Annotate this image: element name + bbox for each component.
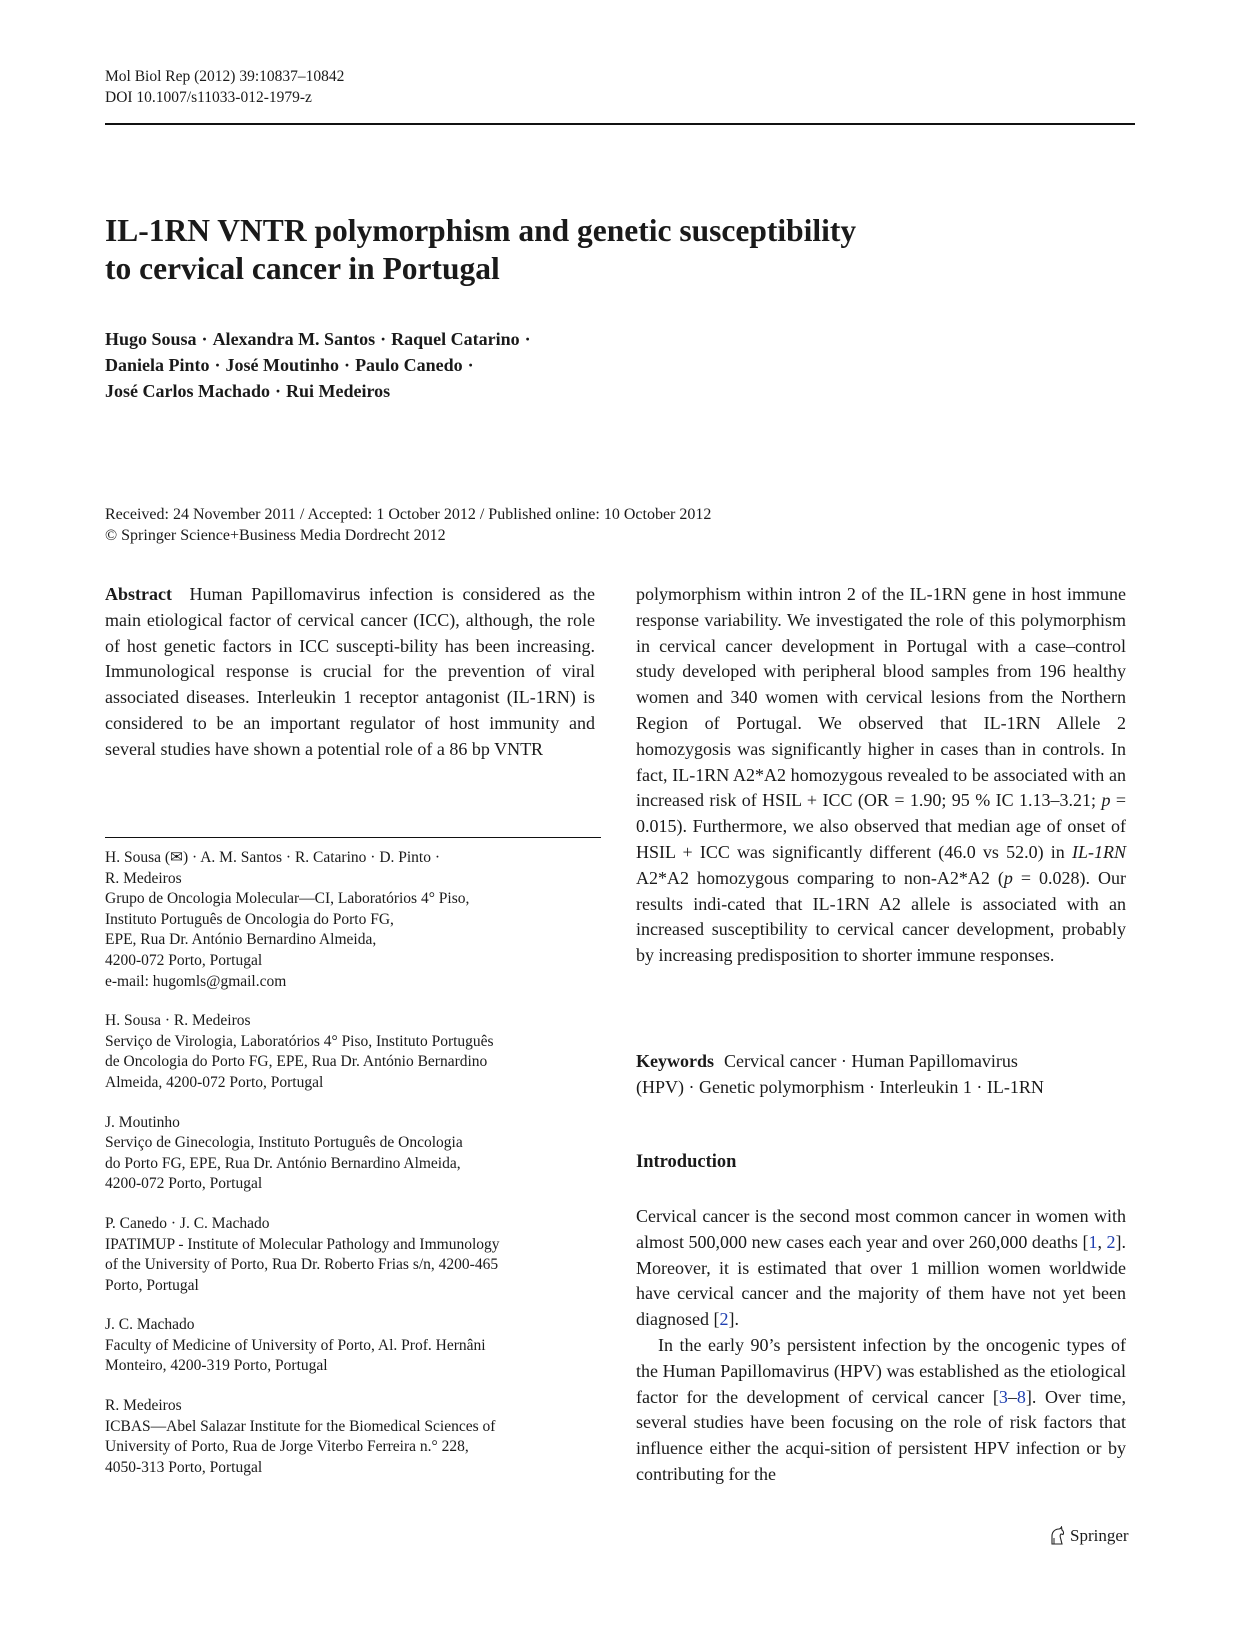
affiliation-names: P. Canedo · J. C. Machado [105,1214,270,1232]
citation-link[interactable]: 2 [719,1309,729,1330]
abstract-text-right-2: = 0.015). Furthermore, we also observed that median age of onset of HSIL + ICC was significantly different (46.0 vs 52.0) in [636,790,1126,862]
affiliation-line: 4050-313 Porto, Portugal [105,1458,263,1476]
copyright: © Springer Science+Business Media Dordrecht 2012 [105,527,446,544]
author-line-2 [105,352,725,378]
affiliation-block [105,1214,601,1296]
affiliation-block [105,1113,601,1195]
affiliation-block [105,1315,601,1377]
author: José Carlos Machado [105,381,270,401]
article-title [105,212,925,288]
affiliation-names: H. Sousa · R. Medeiros [105,1012,251,1030]
author: Raquel Catarino [391,329,520,349]
paragraph [636,1204,1126,1333]
abstract-text-right-4: = 0.028). Our results indi-cated that IL-1RN A2 allele is associated with an increased susceptibility to cervical cancer development, probably by increasing predisposition to shorter immune responses. [636,867,1126,966]
p-value-symbol: p [1003,867,1013,888]
citation-separator: – [1007,1386,1017,1407]
affiliation-line: 4200-072 Porto, Portugal [105,951,263,969]
affiliation-line: Instituto Português de Oncologia do Porto FG, [105,910,394,928]
abstract-right [636,582,1126,969]
author-separator: · [524,329,531,349]
affiliation-line: Grupo de Oncologia Molecular—CI, Laboratórios 4° Piso, [105,890,470,908]
author-separator: · [275,381,282,401]
author-separator: · [201,329,208,349]
abstract-left [105,582,595,763]
introduction-body [636,1204,1126,1488]
affiliations [105,848,601,1497]
affiliation-line: Serviço de Virologia, Laboratórios 4° Piso, Instituto Português [105,1032,494,1050]
paragraph-text: ]. Over time, several studies have been focusing on the role of risk factors that influence either the acqui-sition of persistent HPV infection or by contributing for the [636,1386,1127,1484]
affiliation-names: H. Sousa (✉) · A. M. Santos · R. Catarino · D. Pinto · [105,849,441,866]
keywords-line-1 [636,1048,1126,1074]
author: Daniela Pinto [105,355,210,375]
author-list [105,326,725,404]
affiliation-names: J. Moutinho [105,1113,180,1131]
affiliation-names: R. Medeiros [105,1397,182,1415]
author: José Moutinho [225,355,340,375]
author: Alexandra M. Santos [212,329,376,349]
affiliation-line: EPE, Rua Dr. António Bernardino Almeida, [105,931,377,949]
affiliation-line: IPATIMUP - Institute of Molecular Pathology and Immunology [105,1235,500,1253]
keywords [636,1048,1126,1100]
affiliation-line: Porto, Portugal [105,1276,199,1294]
author-line-3 [105,378,725,404]
paragraph-text: In the early 90’s persistent infection by the oncogenic types of the Human Papillomavirus (HPV) was established as the etiological factor for the development of cervical cancer [ [636,1334,1126,1407]
gene-name: IL-1RN [1072,841,1126,862]
journal-header [105,66,344,108]
author-separator: · [214,355,221,375]
affiliation-line: 4200-072 Porto, Portugal [105,1175,263,1193]
affiliation-line: Serviço de Ginecologia, Instituto Português de Oncologia [105,1134,463,1152]
introduction-heading: Introduction [636,1152,737,1172]
author-line-1 [105,326,725,352]
author-separator: · [467,355,474,375]
affiliation-block [105,1396,601,1478]
keywords-label: Keywords [636,1051,714,1071]
affiliation-line: ICBAS—Abel Salazar Institute for the Biomedical Sciences of [105,1417,496,1435]
paragraph-text: ]. [728,1309,739,1330]
paragraph-text: ]. Moreover, it is estimated that over 1 million women worldwide have cervical cancer and the majority of them have not yet been diagnosed [ [636,1231,1126,1330]
author-separator: · [380,329,387,349]
abstract-text-left: Human Papillomavirus infection is considered as the main etiological factor of cervical cancer (ICC), although, the role of host genetic factors in ICC suscepti-bility has been increasing. Immunological response is crucial for the prevention of viral associated diseases. Interleukin 1 receptor antagonist (IL-1RN) is considered to be an important regulator of host immunity and several studies have shown a potential role of a 86 bp VNTR [105,584,596,759]
paragraph-text: Cervical cancer is the second most common cancer in women with almost 500,000 new cases each year and over 260,000 deaths [ [636,1206,1126,1252]
affiliation-block [105,1011,601,1093]
publication-dates [105,504,711,546]
springer-horse-icon [1048,1526,1066,1546]
affiliation-line: Monteiro, 4200-319 Porto, Portugal [105,1357,328,1375]
affiliation-line: do Porto FG, EPE, Rua Dr. António Bernardino Almeida, [105,1154,461,1172]
keywords-text-2: (HPV) · Genetic polymorphism · Interleukin 1 · IL-1RN [636,1077,1044,1097]
affiliation-line: University of Porto, Rua de Jorge Viterbo Ferreira n.° 228, [105,1438,469,1456]
author-separator: · [344,355,351,375]
abstract-text-right-1: polymorphism within intron 2 of the IL-1RN gene in host immune response variability. We investigated the role of this polymorphism in cervical cancer development in Portugal with a case–control study developed with peripheral blood samples from 196 healthy women and 340 women with cervical lesions from the Northern Region of Portugal. We observed that IL-1RN Allele 2 homozygosis was significantly higher in cases than in controls. In fact, IL-1RN A2*A2 homozygous revealed to be associated with an increased risk of HSIL + ICC (OR = 1.90; 95 % IC 1.13–3.21; [636,584,1126,811]
citation-link[interactable]: 2 [1106,1231,1116,1252]
citation-link[interactable]: 1 [1088,1231,1098,1252]
abstract-label: Abstract [105,584,172,604]
affiliation-line: de Oncologia do Porto FG, EPE, Rua Dr. António Bernardino [105,1053,488,1071]
author: Rui Medeiros [286,381,391,401]
citation-separator: , [1097,1231,1107,1252]
title-line-2: to cervical cancer in Portugal [105,251,500,286]
header-rule [105,123,1135,125]
affiliation-block [105,848,601,992]
title-line-1: IL-1RN VNTR polymorphism and genetic susceptibility [105,213,857,248]
publisher-footer [1048,1526,1129,1546]
abstract-text-right-3: A2*A2 homozygous comparing to non-A2*A2 ( [636,867,1004,888]
affiliation-line: of the University of Porto, Rua Dr. Roberto Frias s/n, 4200-465 [105,1256,499,1274]
citation-link[interactable]: 3 [998,1386,1008,1407]
doi: DOI 10.1007/s11033-012-1979-z [105,89,312,106]
affiliation-rule [105,837,601,838]
paragraph [636,1333,1126,1488]
publisher-name: Springer [1070,1526,1129,1545]
journal-citation: Mol Biol Rep (2012) 39:10837–10842 [105,68,345,85]
affiliation-names: R. Medeiros [105,869,182,887]
received-accepted-published: Received: 24 November 2011 / Accepted: 1 October 2012 / Published online: 10 October 2012 [105,506,712,523]
p-value-symbol: p [1101,790,1111,811]
affiliation-line: Faculty of Medicine of University of Porto, Al. Prof. Hernâni [105,1336,486,1354]
citation-link[interactable]: 8 [1016,1386,1026,1407]
affiliation-line: Almeida, 4200-072 Porto, Portugal [105,1073,324,1091]
keywords-text: Cervical cancer · Human Papillomavirus [724,1051,1018,1071]
affiliation-names: J. C. Machado [105,1316,195,1334]
author: Paulo Canedo [355,355,463,375]
author: Hugo Sousa [105,329,197,349]
email-address: e-mail: hugomls@gmail.com [105,972,287,990]
